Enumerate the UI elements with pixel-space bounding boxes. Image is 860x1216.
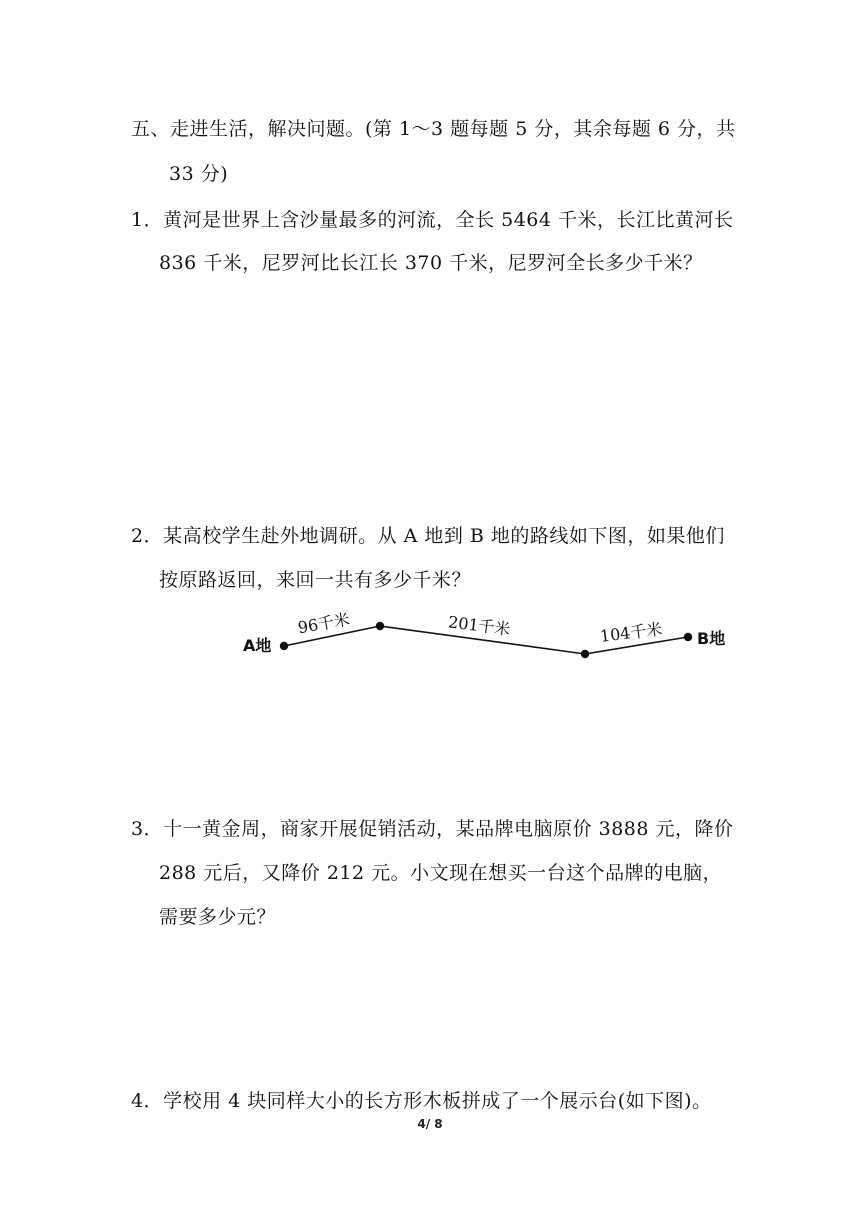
segment-2-distance: 201千米: [447, 612, 512, 639]
segment-1-distance: 96千米: [296, 609, 352, 638]
section-heading: 五、走进生活，解决问题。(第 1～3 题每题 5 分，其余每题 6 分，共: [131, 118, 736, 140]
question-2-text: 2．某高校学生赴外地调研。从 A 地到 B 地的路线如下图，如果他们: [131, 525, 725, 547]
route-point-turn-1: [376, 622, 384, 630]
question-3-text-continued: 288 元后，又降价 212 元。小文现在想买一台这个品牌的电脑，: [159, 862, 723, 884]
question-1-text: 1．黄河是世界上含沙量最多的河流，全长 5464 千米，长江比黄河长: [131, 209, 734, 231]
question-4-text: 4．学校用 4 块同样大小的长方形木板拼成了一个展示台(如下图)。: [131, 1090, 712, 1112]
route-diagram: [240, 606, 740, 676]
question-3-text: 3．十一黄金周，商家开展促销活动，某品牌电脑原价 3888 元，降价: [131, 818, 734, 840]
segment-3-distance: 104千米: [598, 619, 664, 646]
section-heading-continued: 33 分): [169, 163, 229, 185]
route-point-a: [280, 642, 288, 650]
question-2-text-continued: 按原路返回，来回一共有多少千米？: [159, 569, 472, 591]
question-3-text-end: 需要多少元？: [159, 906, 277, 928]
route-point-b: [684, 633, 692, 641]
page-number: 4/ 8: [417, 1117, 443, 1131]
end-point-label: B地: [697, 629, 726, 648]
route-point-turn-2: [581, 650, 589, 658]
start-point-label: A地: [243, 636, 272, 655]
question-1-text-continued: 836 千米，尼罗河比长江长 370 千米，尼罗河全长多少千米？: [159, 252, 703, 274]
